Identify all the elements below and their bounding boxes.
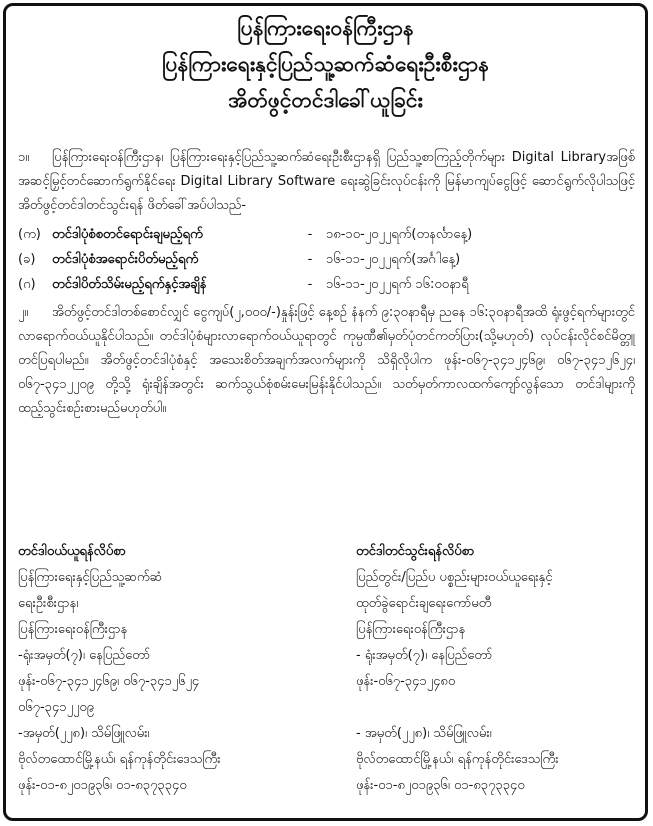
address-line: ဖုန်း-၀၁-၈၂၀၁၉၃၆၊ ၀၁-၈၃၇၃၃၄၀ xyxy=(356,778,525,793)
schedule-label: တင်ဒါပုံစံစတင်ရောင်းချမည့်ရက် xyxy=(52,226,203,242)
schedule-dash: - xyxy=(307,276,313,292)
schedule-key: (ဂ) xyxy=(18,276,36,292)
address-line: -အမှတ်(၂၂၈)၊ သိမ်ဖြူလမ်း၊ xyxy=(18,726,150,741)
address-line: ပြန်ကြားရေးဝန်ကြီးဌာန xyxy=(356,622,466,637)
body-text xyxy=(18,146,635,421)
paragraph-1 xyxy=(18,146,635,218)
paragraph-2-number: ၂။ xyxy=(18,305,29,320)
schedule-row xyxy=(18,247,635,272)
schedule-value: ၁၆-၁၁-၂၀၂၂ရက် ၁၆:၀၀နာရီ xyxy=(326,276,469,292)
address-line: ပြန်ကြားရေးနှင့်ပြည်သူ့ဆက်ဆံ xyxy=(18,570,163,585)
address-line: ပြန်ကြားရေးဝန်ကြီးဌာန xyxy=(18,622,128,637)
address-line: ၀၆၇-၃၄၁၂၂၀၉ xyxy=(18,700,94,715)
address-line: ထုတ်ခွဲရောင်းချရေးကော်မတီ xyxy=(356,596,492,611)
schedule-row xyxy=(18,272,635,297)
paragraph-2-text: အိတ်ဖွင့်တင်ဒါတစ်စောင်လျှင် ငွေကျပ်(၂,၀၀၀/-)နှုန်းဖြင့် နေ့စဉ် နံနက် ၉:၃၀နာရီမှ ညနေ ၁၆:၃၀နာရီအထိ ရုံးဖွင့်ရက်များတွင်လာရောက်ဝယ်ယူနိုင်ပါသည်။ တင်ဒါပုံစံများလာရောက်ဝယ်ယူရာတွင် ကုမ္ပဏီ၏မှတ်ပုံတင်ကတ်ပြား(သို့မဟုတ်) လုပ်ငန်းလိုင်စင်မိတ္တူတင်ပြရပါမည်။ အိတ်ဖွင့်တင်ဒါပုံစံနှင့် အသေးစိတ်အချက်အလက်များကို သိရှိလိုပါက ဖုန်း-၀၆၇-၃၄၁၂၄၆၉၊ ၀၆၇-၃၄၁၂၆၂၄၊ ၀၆၇-၃၄၁၂၂၀၉ တို့သို့ ရုံးချိန်အတွင်း ဆက်သွယ်စုံစမ်းမေးမြန်းနိုင်ပါသည်။ သတ်မှတ်ကာလထက်ကျော်လွန်သော တင်ဒါများကို ထည့်သွင်းစဉ်းစားမည်မဟုတ်ပါ။ xyxy=(18,305,635,416)
address-line: ပြည်တွင်း/ပြည်ပ ပစ္စည်းများဝယ်ယူရေးနှင့် xyxy=(356,570,553,585)
schedule-dash: - xyxy=(307,226,313,242)
schedule-key: (က) xyxy=(18,226,41,242)
schedule-label: တင်ဒါပိတ်သိမ်းမည့်ရက်နှင့်အချိန် xyxy=(52,276,207,292)
address-line: -ရုံးအမှတ်(၇)၊ နေပြည်တော် xyxy=(18,648,151,663)
address-line: ဗိုလ်တထောင်မြို့နယ်၊ ရန်ကုန်တိုင်းဒေသကြီး xyxy=(356,752,559,767)
paragraph-1-number: ၁။ xyxy=(18,150,30,165)
department-title: ပြန်ကြားရေးနှင့်ပြည်သူ့ဆက်ဆံရေးဦးစီးဌာန xyxy=(161,52,490,76)
title-block xyxy=(6,10,645,118)
schedule-key: (ခ) xyxy=(18,251,36,267)
paragraph-2 xyxy=(18,301,635,421)
address-line xyxy=(356,695,635,721)
purchase-address-heading: တင်ဒါဝယ်ယူရန်လိပ်စာ xyxy=(18,544,126,559)
address-line: ဖုန်း-၀၆၇-၃၄၁၂၄၈၀ xyxy=(356,674,456,689)
schedule-list xyxy=(18,222,635,297)
schedule-row xyxy=(18,222,635,247)
schedule-label: တင်ဒါပုံစံအရောင်းပိတ်မည့်ရက် xyxy=(52,251,199,267)
schedule-value: ၁၆-၁၁-၂၀၂၂ရက်(အင်္ဂါနေ့) xyxy=(326,251,461,267)
submission-address xyxy=(356,539,635,799)
purchase-address xyxy=(18,539,356,799)
submission-address-heading: တင်ဒါတင်သွင်းရန်လိပ်စာ xyxy=(356,544,475,559)
ministry-title: ပြန်ကြားရေးဝန်ကြီးဌာန xyxy=(237,16,414,40)
address-section xyxy=(18,539,635,799)
address-line: - အမှတ်(၂၂၈)၊ သိမ်ဖြူလမ်း၊ xyxy=(356,726,492,741)
address-line: ရေးဦးစီးဌာန၊ xyxy=(18,596,79,611)
announcement-title: အိတ်ဖွင့်တင်ဒါခေါ်ယူခြင်း xyxy=(228,88,423,112)
address-line: - ရုံးအမှတ်(၇)၊ နေပြည်တော် xyxy=(356,648,493,663)
tender-announcement xyxy=(3,3,648,821)
address-line: ဖုန်း-၀၁-၈၂၀၁၉၃၆၊ ၀၁-၈၃၇၃၃၄၀ xyxy=(18,778,187,793)
schedule-dash: - xyxy=(307,251,313,267)
schedule-value: ၁၈-၁၀-၂၀၂၂ရက်(တနင်္လာနေ့) xyxy=(326,226,473,242)
address-line: ဗိုလ်တထောင်မြို့နယ်၊ ရန်ကုန်တိုင်းဒေသကြီး xyxy=(18,752,221,767)
address-line: ဖုန်း-၀၆၇-၃၄၁၂၄၆၉၊ ၀၆၇-၃၄၁၂၆၂၄ xyxy=(18,674,200,689)
paragraph-1-text: ပြန်ကြားရေးဝန်ကြီးဌာန၊ ပြန်ကြားရေးနှင့်ပြည်သူ့ဆက်ဆံရေးဦးစီးဌာနရှိ ပြည်သူ့စာကြည့်တိုက်များ Digital Libraryအဖြစ် အဆင့်မြှင့်တင်ဆောက်ရွက်နိုင်ရေး Digital Library Software ရေးဆွဲခြင်းလုပ်ငန်းကို မြန်မာကျပ်ငွေဖြင့် ဆောင်ရွက်လိုပါသဖြင့် အိတ်ဖွင့်တင်ဒါတင်သွင်းရန် ဖိတ်ခေါ်အပ်ပါသည်- xyxy=(18,150,635,213)
